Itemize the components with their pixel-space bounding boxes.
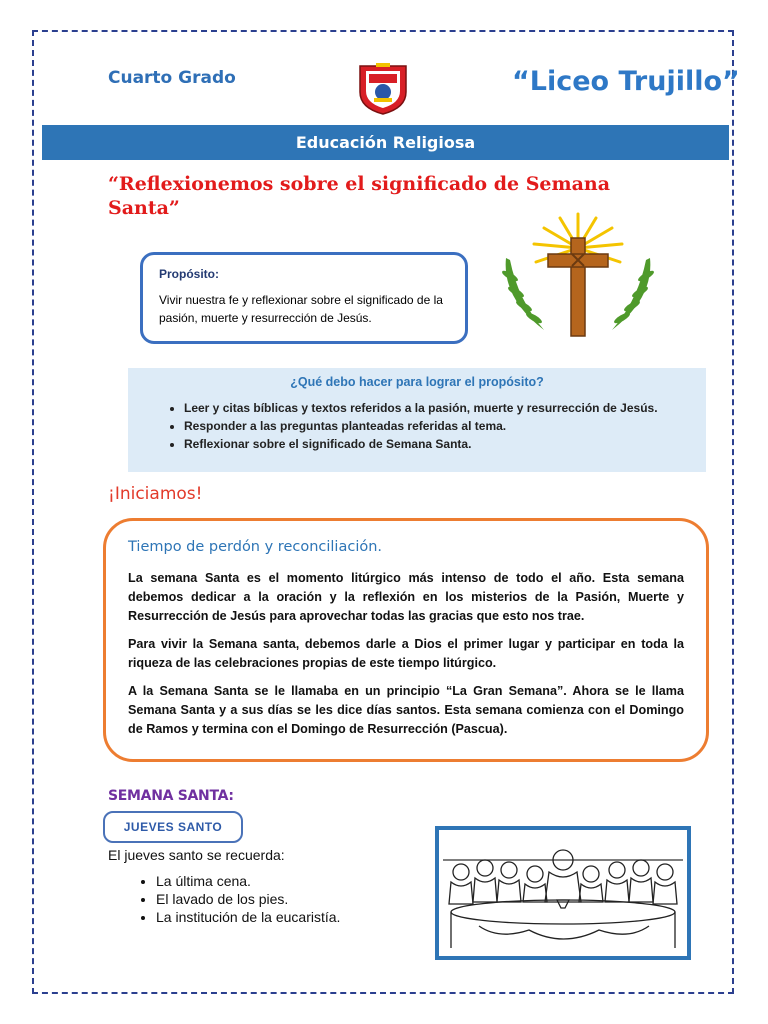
purpose-label: Propósito: (159, 267, 219, 281)
day-intro: El jueves santo se recuerda: (108, 847, 285, 863)
purpose-box (140, 252, 468, 344)
grade-label: Cuarto Grado (108, 68, 236, 88)
list-item: • La institución de la eucaristía. (156, 908, 340, 926)
info-paragraph: La semana Santa es el momento litúrgico más intenso de todo el año. Esta semana debemos dedicar a la oración y la reflexión en los misterios de la Pasión, Muerte y Resurrección de Jesús para aprovechar todas las gracias que esto nos trae. (128, 571, 684, 623)
school-name: “Liceo Trujillo” (512, 66, 740, 97)
info-paragraph: Para vivir la Semana santa, debemos darle a Dios el primer lugar y participar en toda la riqueza de las celebraciones propias de este tiempo litúrgico. (128, 637, 684, 670)
last-supper-illustration-icon (435, 826, 691, 960)
page-title: “Reflexionemos sobre el significado de Semana Santa” (108, 173, 611, 219)
list-item: • Leer y citas bíblicas y textos referidos a la pasión, muerte y resurrección de Jesús. (184, 399, 684, 417)
day-label: JUEVES SANTO (123, 820, 223, 834)
school-crest-icon (354, 62, 412, 116)
todo-question: ¿Qué debo hacer para lograr el propósito? (290, 375, 544, 389)
info-heading: Tiempo de perdón y reconciliación. (128, 539, 383, 555)
todo-box (128, 368, 706, 472)
list-item: • El lavado de los pies. (156, 890, 340, 908)
subject-label: Educación Religiosa (295, 133, 476, 152)
purpose-text: Vivir nuestra fe y reflexionar sobre el significado de la pasión, muerte y resurrección de Jesús. (159, 293, 443, 325)
info-paragraph: A la Semana Santa se le llamaba en un principio “La Gran Semana”. Ahora se le llama Semana Santa y a sus días se les dice días santos. Esta semana comienza con el Domingo de Ramos y termina con el Domingo de Resurrección (Pascua). (128, 684, 684, 736)
todo-list (150, 399, 684, 453)
day-list (130, 872, 340, 926)
start-heading: ¡Iniciamos! (108, 484, 203, 504)
list-item: • Reflexionar sobre el significado de Semana Santa. (184, 435, 684, 453)
list-item: • La última cena. (156, 872, 340, 890)
list-item: • Responder a las preguntas planteadas referidas al tema. (184, 417, 684, 435)
cross-with-palms-icon (496, 208, 660, 348)
day-label-box (103, 811, 243, 843)
section-title: SEMANA SANTA: (108, 788, 234, 804)
subject-banner (42, 125, 729, 160)
info-box (103, 518, 709, 762)
